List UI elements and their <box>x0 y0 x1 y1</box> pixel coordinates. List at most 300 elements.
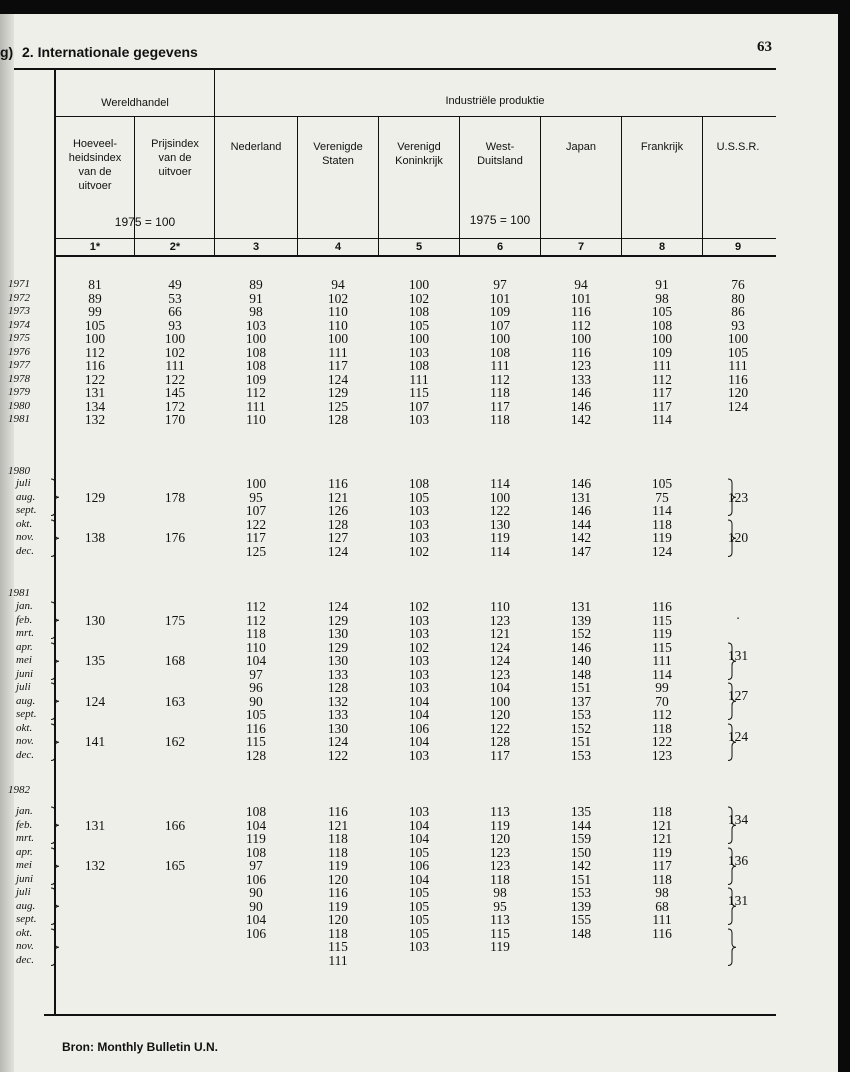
col-7-yearly-cell: 116 <box>571 304 591 319</box>
brace-col9-1980-q4 <box>727 520 737 557</box>
col-5-block_1980 <box>379 477 459 558</box>
col-3-block_1982-cell <box>216 940 296 954</box>
col-4-yearly-cell: 129 <box>327 385 349 400</box>
col-6-block_1980-cell: 100 <box>489 489 511 505</box>
col-3-block_1980-cell: 107 <box>245 503 267 518</box>
col-divider-3 <box>297 116 298 257</box>
col-9-yearly-cell: 105 <box>727 344 749 360</box>
col-8-block_1980-cell: 75 <box>655 489 669 505</box>
column-header-8 <box>622 140 702 154</box>
col-7-block_1982-cell: 142 <box>570 858 592 873</box>
col-3-block_1982-cell: 97 <box>249 858 263 873</box>
month-label: nov. <box>16 940 34 952</box>
column-number-2: 2* <box>169 241 181 253</box>
col-6-block_1981-cell: 120 <box>489 707 511 722</box>
book-binding <box>0 14 14 1072</box>
group-label-industriele-produktie: Industriële produktie <box>445 95 545 107</box>
col-5-yearly-cell: 100 <box>408 277 430 292</box>
base-rule <box>54 238 776 239</box>
col-6-block_1981-cell: 100 <box>489 693 511 709</box>
col-4-block_1982-cell: 118 <box>328 925 348 941</box>
col-8-block_1981-cell: 111 <box>652 653 672 668</box>
col-7-block_1981-cell: 151 <box>570 734 592 749</box>
col-8-yearly-cell: 98 <box>655 290 669 306</box>
column-header-6-line: West- <box>485 141 515 153</box>
col-5-block_1980-cell: 103 <box>408 516 430 532</box>
col-3-block_1981-cell: 110 <box>246 639 266 655</box>
brace-label-1982-q3 <box>50 888 60 925</box>
col-6-block_1982-cell: 123 <box>489 844 511 860</box>
col-5-block_1982-cell: 105 <box>408 925 430 941</box>
col-5-block_1981-cell: 104 <box>408 693 430 709</box>
column-number-1: 1* <box>89 241 101 253</box>
col-3-yearly-cell: 112 <box>246 385 266 400</box>
block_1981-q_col2-value: 168 <box>164 653 186 668</box>
col-3-block_1980-cell: 122 <box>245 516 267 532</box>
col-6-block_1981-cell: 124 <box>489 653 511 668</box>
block_1980-year-label: 1980 <box>8 465 30 477</box>
month-label: nov. <box>16 735 34 747</box>
col-4-block_1982-cell: 121 <box>327 817 349 833</box>
column-header-9 <box>698 140 778 154</box>
column-header-1-line: Hoeveel- <box>72 138 118 150</box>
month-label: sept. <box>16 708 37 720</box>
block_1981-q_col1-value: 124 <box>84 693 106 709</box>
col-4-block_1982-cell: 116 <box>328 804 348 819</box>
column-header-5 <box>379 140 459 168</box>
column-header-7 <box>541 140 621 154</box>
col-4-block_1980-cell: 124 <box>327 543 349 559</box>
header-bottom-rule <box>54 255 776 257</box>
col-divider-8 <box>702 116 703 257</box>
col-8-block_1981-cell: 114 <box>652 666 672 682</box>
col-4-yearly-cell: 111 <box>328 344 348 360</box>
col-7-block_1981-cell: 140 <box>570 653 592 668</box>
col-5-yearly-cell: 103 <box>408 412 430 427</box>
col-7-yearly-cell: 146 <box>570 398 592 414</box>
block_1981-q_col1-value: 141 <box>84 734 106 749</box>
col-5-block_1982-cell: 105 <box>408 885 430 900</box>
col-3-yearly-cell: 89 <box>249 277 263 292</box>
col-2-yearly-cell: 100 <box>164 331 186 346</box>
month-label: jan. <box>16 805 33 817</box>
col-9-yearly-cell: 93 <box>731 317 745 333</box>
col-5-block_1980-cell: 103 <box>408 530 430 545</box>
col-6-block_1982-cell <box>460 954 540 968</box>
column-header-6 <box>460 140 540 168</box>
col-8-block_1980-cell: 114 <box>652 503 672 518</box>
col-8-yearly-cell: 114 <box>652 412 672 427</box>
brace-label-1982-q2 <box>50 848 60 885</box>
col-3-yearly-cell: 98 <box>249 304 263 319</box>
col-9-yearly-cell: 86 <box>731 304 745 319</box>
month-label: feb. <box>16 818 33 831</box>
col-6-block_1980-cell: 114 <box>490 543 510 559</box>
col-4-block_1981-cell: 129 <box>327 612 349 628</box>
col-6-block_1981-cell: 124 <box>489 639 511 655</box>
year-label: 1974 <box>8 318 30 331</box>
col-4-yearly-cell: 102 <box>327 290 349 306</box>
col-2-yearly-cell: 122 <box>164 371 186 387</box>
col-4-yearly-cell: 110 <box>328 304 348 319</box>
month-label: mei <box>16 859 32 871</box>
col-5-block_1981-cell: 104 <box>408 734 430 749</box>
col-6-yearly-cell: 112 <box>490 371 510 387</box>
col-4-block_1980-cell: 128 <box>327 516 349 532</box>
col-5-block_1982-cell <box>379 954 459 968</box>
month-label: okt. <box>16 721 33 734</box>
col-7-yearly-cell: 100 <box>570 331 592 346</box>
col-5-block_1981-cell: 103 <box>408 666 430 682</box>
col-3-block_1982-cell: 90 <box>249 898 263 914</box>
brace-label-1982-q1 <box>50 807 60 844</box>
col-7-block_1982-cell: 155 <box>570 912 592 927</box>
col-4-block_1980-cell: 121 <box>327 489 349 505</box>
month-label: sept. <box>16 504 37 516</box>
col-5-yearly-cell: 115 <box>409 385 429 400</box>
year-label: 1979 <box>8 386 30 398</box>
col-9-yearly-cell: 111 <box>728 358 748 373</box>
col-7-block_1982-cell: 153 <box>570 885 592 900</box>
col-3-block_1981-cell: 115 <box>246 734 266 749</box>
col-9-yearly-cell <box>698 413 778 427</box>
col-9-yearly-cell: 116 <box>728 371 748 387</box>
col-7-block_1981-cell: 137 <box>570 693 592 709</box>
col-2-yearly-cell: 102 <box>164 344 186 360</box>
col-9-yearly <box>698 278 778 427</box>
brace-col9-1982-q2 <box>727 848 737 885</box>
col-3-yearly-cell: 108 <box>245 344 267 360</box>
column-header-9-line: U.S.S.R. <box>716 141 760 153</box>
col-6-block_1981-cell: 121 <box>489 626 511 641</box>
col-3-yearly-cell: 111 <box>246 398 266 414</box>
block_1982-q_col1-value: 131 <box>84 817 106 833</box>
col-7-yearly-cell: 112 <box>571 317 591 333</box>
col-3-block_1982-cell: 104 <box>245 912 267 927</box>
block_1981-q_col9-value: 131 <box>727 647 749 663</box>
col-7-block_1981-cell: 152 <box>570 720 592 736</box>
block_1980-q_col1-value: 129 <box>84 489 106 505</box>
col-2-yearly-cell: 111 <box>165 358 185 373</box>
col-7-yearly-cell: 142 <box>570 412 592 427</box>
col-4-block_1981-cell: 132 <box>327 693 349 709</box>
col-2-yearly-cell: 49 <box>168 277 182 292</box>
col-8-block_1981-cell: 115 <box>652 612 672 628</box>
col-8-yearly-cell: 112 <box>652 371 672 387</box>
month-label: sept. <box>16 913 37 925</box>
col-4-block_1982-cell: 119 <box>328 858 348 873</box>
col-8-block_1980-cell: 119 <box>652 530 672 545</box>
col-5-block_1982-cell: 105 <box>408 898 430 914</box>
col-5-block_1981-cell: 102 <box>408 599 430 614</box>
col-8-block_1982-cell: 121 <box>651 831 673 846</box>
col-6-yearly-cell: 109 <box>489 304 511 319</box>
col-7-yearly-cell: 133 <box>570 371 592 387</box>
col-divider-4 <box>378 116 379 257</box>
year-label: 1976 <box>8 345 30 358</box>
block_1981-q_col2-value: 162 <box>164 734 186 749</box>
col-3-block_1982-cell: 104 <box>245 817 267 833</box>
block_1982-q_col9-value: 131 <box>727 893 749 908</box>
column-header-6-line: Duitsland <box>477 155 523 167</box>
col-5-block_1982-cell: 104 <box>408 831 430 846</box>
block_1982-year-label: 1982 <box>8 784 30 796</box>
col-5-block_1982-cell: 106 <box>408 858 430 873</box>
col-3-yearly-cell: 103 <box>245 317 267 333</box>
column-header-3 <box>216 140 296 154</box>
col-7-yearly-cell: 123 <box>570 358 592 373</box>
col-7-block_1981-cell: 131 <box>570 599 592 614</box>
col-3-block_1981-cell: 128 <box>245 747 267 763</box>
col-6-yearly-cell: 107 <box>489 317 511 333</box>
month-label: dec. <box>16 544 35 557</box>
col-3-block_1982-cell: 119 <box>246 831 266 846</box>
brace-label-1981-q3 <box>50 683 60 720</box>
col-9-yearly-cell: 124 <box>727 398 749 414</box>
col-3-yearly-cell: 109 <box>245 371 267 387</box>
col-6-block_1982-cell: 119 <box>490 817 510 833</box>
column-header-1-line: uitvoer <box>78 180 112 192</box>
col-6-block_1982-cell: 119 <box>490 939 510 954</box>
column-number-4: 4 <box>334 241 342 253</box>
col-1-yearly-cell: 132 <box>84 412 106 427</box>
col-4-block_1982 <box>298 805 378 967</box>
month-label: aug. <box>16 899 36 912</box>
month-label: aug. <box>16 694 36 707</box>
col-7-yearly-cell: 146 <box>570 385 592 400</box>
col-5-block_1981-cell: 106 <box>408 720 430 736</box>
month-label: mrt. <box>16 832 35 844</box>
col-4-block_1981-cell: 124 <box>327 599 349 614</box>
col-8-block_1981-cell: 115 <box>652 639 672 655</box>
column-number-9: 9 <box>734 241 742 253</box>
col-4-yearly-cell: 124 <box>327 371 349 387</box>
col-7-block_1980 <box>541 477 621 558</box>
col-4-block_1980-cell: 127 <box>327 530 349 545</box>
col-3-yearly-cell: 108 <box>245 358 267 373</box>
column-header-1 <box>55 137 135 193</box>
col-6-block_1981-cell: 123 <box>489 612 511 628</box>
col-8-block_1982-cell: 117 <box>652 858 672 873</box>
col-3-block_1982-cell: 108 <box>245 844 267 860</box>
year-label: 1981 <box>8 413 30 425</box>
col-6-block_1980 <box>460 477 540 558</box>
col-8-yearly-cell: 105 <box>651 304 673 319</box>
column-header-3-line: Nederland <box>230 141 282 153</box>
month-label: juni <box>16 667 34 680</box>
col-8-yearly-cell: 91 <box>655 277 669 292</box>
month-label: juli <box>16 477 31 489</box>
col-2-yearly-cell: 53 <box>168 290 182 306</box>
month-label: nov. <box>16 531 34 543</box>
brace-label-1980-q3 <box>50 479 60 516</box>
brace-label-1981-q2 <box>50 643 60 680</box>
col-4-block_1981-cell: 128 <box>327 680 349 695</box>
brace-col9-1980-q3 <box>727 479 737 516</box>
col-8-block_1982-cell: 121 <box>651 817 673 833</box>
column-number-7: 7 <box>577 241 585 253</box>
month-label: dec. <box>16 953 35 966</box>
col-5-block_1980-cell: 105 <box>408 489 430 505</box>
column-header-4 <box>298 140 378 168</box>
group-rule <box>54 116 776 117</box>
col-4-block_1982-cell: 115 <box>328 939 348 954</box>
block_1982-month-labels <box>16 805 50 967</box>
col-6-block_1980-cell: 119 <box>490 530 510 545</box>
col-9-yearly-cell: 76 <box>731 277 745 292</box>
col-7-block_1980-cell: 142 <box>570 530 592 545</box>
column-header-5-line: Koninkrijk <box>395 155 443 167</box>
col-7-block_1982-cell: 150 <box>570 844 592 860</box>
col-8-block_1982-cell: 98 <box>655 885 669 900</box>
col-5-block_1982-cell: 104 <box>408 871 430 887</box>
col-8-yearly-cell: 108 <box>651 317 673 333</box>
year-label: 1978 <box>8 372 30 385</box>
column-number-5: 5 <box>415 241 423 253</box>
column-header-5-line: Verenigd <box>397 141 441 153</box>
col-4-yearly-cell: 128 <box>327 412 349 427</box>
column-header-1-line: heidsindex <box>68 152 122 164</box>
col-3-block_1982 <box>216 805 296 967</box>
col-6-block_1982-cell: 118 <box>490 871 510 887</box>
block_1981-q_col1-value: 135 <box>84 653 106 668</box>
base-label-left: 1975 = 100 <box>114 215 176 229</box>
col-6-yearly-cell: 101 <box>489 290 511 306</box>
month-label: juli <box>16 886 31 898</box>
col-7-block_1981-cell: 151 <box>570 680 592 695</box>
col-5-block_1981-cell: 104 <box>408 707 430 722</box>
brace-label-1981-q1 <box>50 602 60 639</box>
col-divider-7 <box>621 116 622 257</box>
column-number-8: 8 <box>658 241 666 253</box>
table-top-rule <box>14 68 776 70</box>
col-3-block_1981-cell: 104 <box>245 653 267 668</box>
col-5-yearly <box>379 278 459 427</box>
col-3-block_1982-cell: 108 <box>245 804 267 819</box>
col-5-block_1980-cell: 108 <box>408 476 430 491</box>
col-6-block_1982-cell: 113 <box>490 912 510 927</box>
col-2-yearly-cell: 93 <box>168 317 182 333</box>
col-8-block_1981-cell: 116 <box>652 599 672 614</box>
col-5-block_1980-cell: 102 <box>408 543 430 559</box>
col-1-yearly-cell: 89 <box>88 290 102 306</box>
col-5-yearly-cell: 108 <box>408 304 430 319</box>
col-3-block_1981-cell: 112 <box>246 612 266 628</box>
col-6-yearly-cell: 97 <box>493 277 507 292</box>
block_1981-q_col9-value: . <box>736 607 740 622</box>
col-4-block_1981-cell: 130 <box>327 720 349 736</box>
column-header-2-line: van de <box>158 152 192 164</box>
col-8-block_1980-cell: 118 <box>652 516 672 532</box>
block_1982-q_col2-value: 166 <box>164 817 186 833</box>
col-5-block_1982 <box>379 805 459 967</box>
block_1980-q_col1-value: 138 <box>84 530 106 545</box>
col-6-yearly-cell: 108 <box>489 344 511 360</box>
block_1981-q_col2-value: 175 <box>164 612 186 628</box>
col-9-yearly-cell: 100 <box>727 331 749 346</box>
col-6-block_1981-cell: 117 <box>490 747 510 763</box>
col-8-yearly-cell: 100 <box>651 331 673 346</box>
col-6-block_1982-cell: 120 <box>489 831 511 846</box>
column-header-2-line: Prijsindex <box>151 138 199 150</box>
brace-col9-1981-q3 <box>727 683 737 720</box>
block_1982-q_col2-value: 165 <box>164 858 186 873</box>
col-4-block_1981-cell: 130 <box>327 653 349 668</box>
col-8-block_1981-cell: 123 <box>651 747 673 763</box>
col-6-block_1980-cell: 114 <box>490 476 510 491</box>
col-7-block_1982-cell: 144 <box>570 817 592 833</box>
col-3-block_1982-cell: 106 <box>245 925 267 941</box>
column-number-3: 3 <box>252 241 260 253</box>
col-7-block_1981-cell: 153 <box>570 747 592 763</box>
col-6-yearly-cell: 118 <box>490 385 510 400</box>
col-5-block_1982-cell: 105 <box>408 844 430 860</box>
col-3-block_1980-cell: 100 <box>245 476 267 491</box>
col-3-block_1982-cell <box>216 954 296 968</box>
col-5-yearly-cell: 102 <box>408 290 430 306</box>
base-label-right: 1975 = 100 <box>469 213 531 227</box>
brace-col9-1982-q4 <box>727 929 737 966</box>
brace-col9-1982-q3 <box>727 888 737 925</box>
col-7-yearly <box>541 278 621 427</box>
col-2-yearly-cell: 66 <box>168 304 182 319</box>
brace-label-1982-q4 <box>50 929 60 966</box>
block_1982-q_col9-value: 136 <box>727 852 749 868</box>
col-2-yearly-cell: 145 <box>164 385 186 400</box>
col-8-block_1982-cell <box>622 940 702 954</box>
year-label: 1971 <box>8 278 30 290</box>
col-4-block_1982-cell: 120 <box>327 912 349 927</box>
col-7-block_1980-cell: 144 <box>570 516 592 532</box>
col-5-yearly-cell: 103 <box>408 344 430 360</box>
brace-col9-1981-q2 <box>727 643 737 680</box>
page-number: 63 <box>757 39 772 55</box>
col-8-yearly-cell: 111 <box>652 358 672 373</box>
col-3-block_1981-cell: 118 <box>246 626 266 641</box>
col-6-block_1981-cell: 110 <box>490 599 510 614</box>
block_1981-q_col9-value: 124 <box>727 728 749 744</box>
col-8-block_1982-cell: 68 <box>655 898 669 914</box>
col-1-yearly-cell: 131 <box>84 385 106 400</box>
col-5-block_1980-cell: 103 <box>408 503 430 518</box>
column-header-2 <box>135 137 215 179</box>
group-label-wereldhandel: Wereldhandel <box>101 97 169 109</box>
block_1981-q_col9-value: 127 <box>727 688 749 703</box>
col-4-block_1980-cell: 116 <box>328 476 348 491</box>
col-4-yearly-cell: 110 <box>328 317 348 333</box>
month-label: dec. <box>16 748 35 761</box>
column-header-4-line: Staten <box>322 155 354 167</box>
col-1-yearly-cell: 99 <box>88 304 102 319</box>
col-5-block_1981-cell: 102 <box>408 639 430 655</box>
col-4-block_1981-cell: 133 <box>327 666 349 682</box>
col-7-yearly-cell: 116 <box>571 344 591 360</box>
col-3-block_1981-cell: 105 <box>245 707 267 722</box>
col-5-block_1981-cell: 103 <box>408 680 430 695</box>
col-5-yearly-cell: 111 <box>409 371 429 387</box>
col-8-yearly-cell: 109 <box>651 344 673 360</box>
col-5-yearly-cell: 107 <box>408 398 430 414</box>
col-5-block_1981-cell: 103 <box>408 626 430 641</box>
col-5-block_1981-cell: 103 <box>408 612 430 628</box>
col-1-yearly-cell: 81 <box>88 277 102 292</box>
block_1980-q_col9-value: 120 <box>727 530 749 545</box>
col-6-block_1982-cell: 95 <box>493 898 507 914</box>
col-divider-5 <box>459 116 460 257</box>
month-label: juli <box>16 681 31 693</box>
col-7-block_1981-cell: 146 <box>570 639 592 655</box>
col-5-block_1981 <box>379 600 459 762</box>
